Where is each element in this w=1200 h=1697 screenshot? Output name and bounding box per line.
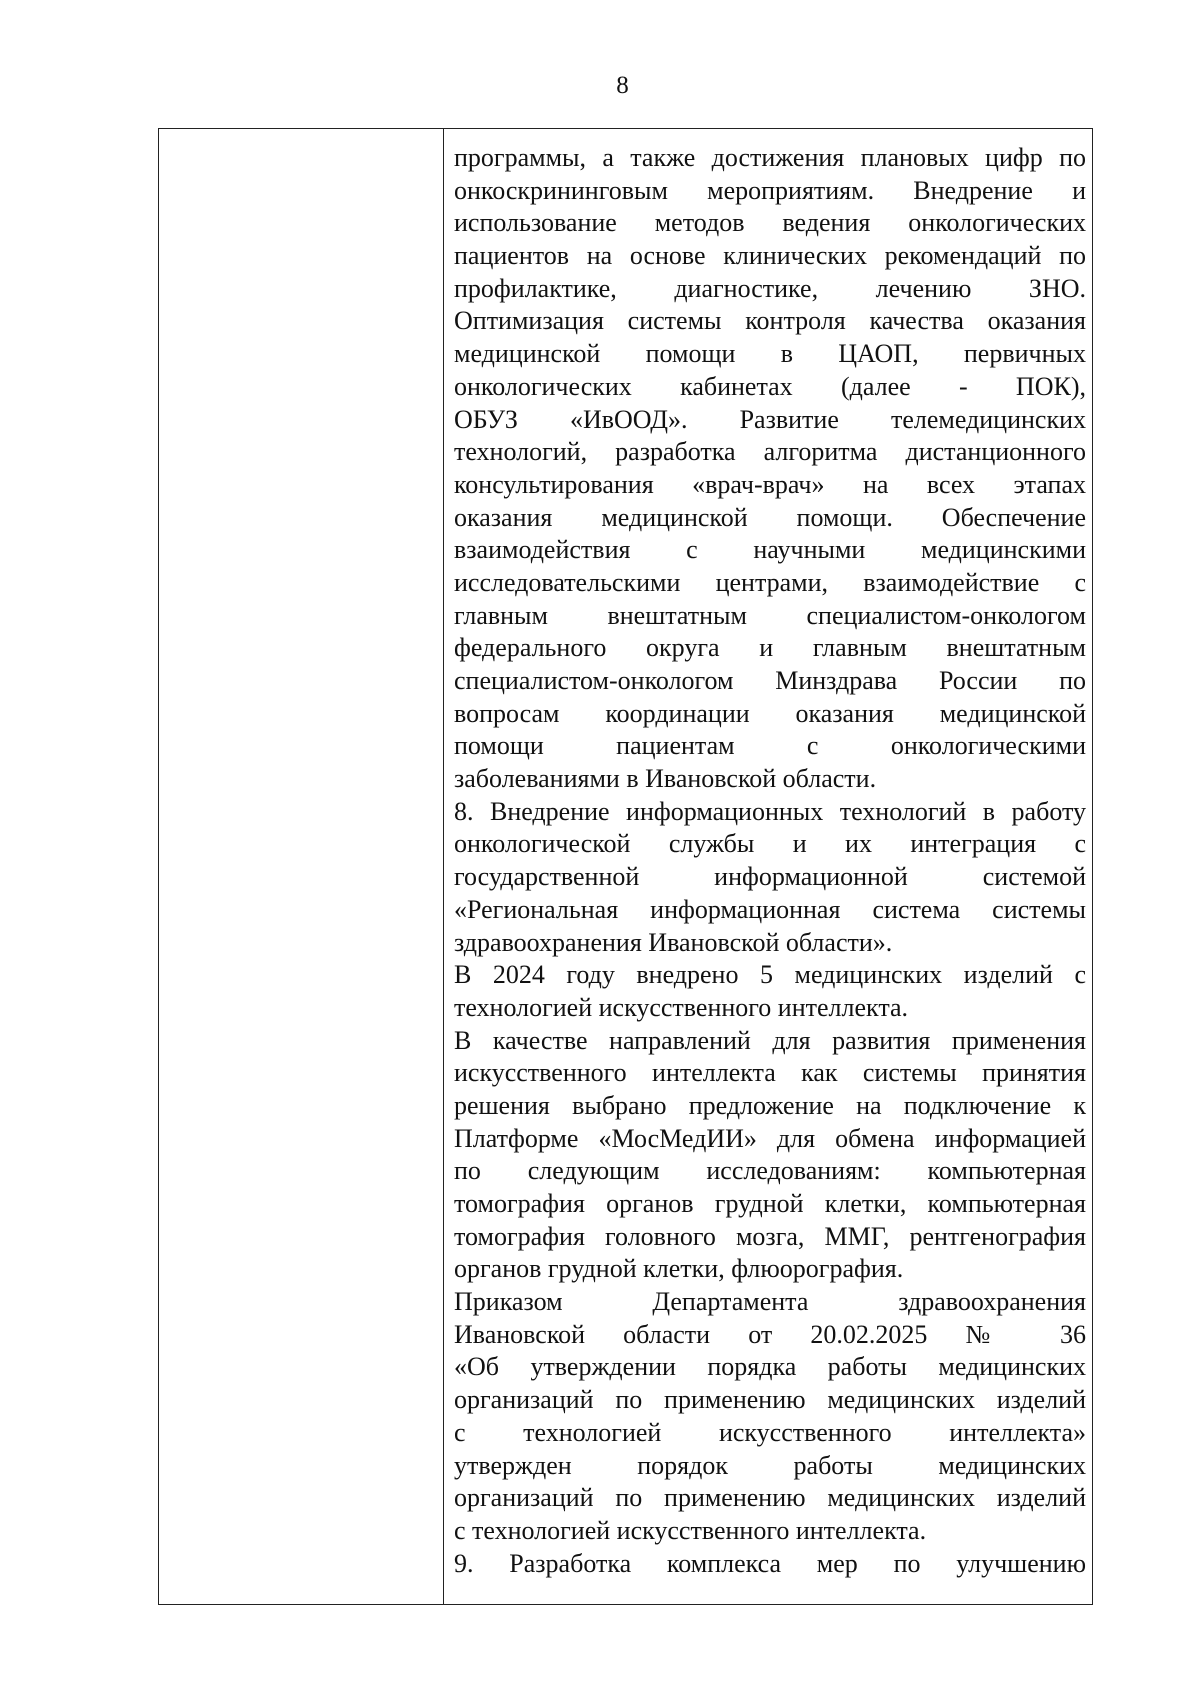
text-line: пациентов на основе клинических рекомендаций по [454,241,1086,271]
text-line: медицинской помощи в ЦАОП, первичных [454,339,1086,369]
text-line: федерального округа и главным внештатным [454,633,1086,663]
text-line: утвержден порядок работы медицинских [454,1450,1086,1480]
text-line: технологий, разработка алгоритма дистанционного [454,437,1086,467]
text-line: организаций по применению медицинских изделий [454,1483,1086,1513]
text-line: главным внештатным специалистом-онкологом [454,600,1086,630]
text-line: 9. Разработка комплекса мер по улучшению [454,1548,1086,1578]
text-line: консультирования «врач-врач» на всех этапах [454,469,1086,499]
text-line: помощи пациентам с онкологическими [454,731,1086,761]
text-line: Платформе «МосМедИИ» для обмена информацией [454,1123,1086,1153]
text-line: Оптимизация системы контроля качества оказания [454,306,1086,336]
text-line: «Об утверждении порядка работы медицинских [454,1352,1086,1382]
text-line: с технологией искусственного интеллекта» [454,1417,1086,1447]
text-line: вопросам координации оказания медицинской [454,698,1086,728]
text-line: онкологической службы и их интеграция с [454,829,1086,859]
text-line: Ивановской области от 20.02.2025 № 36 [454,1319,1086,1349]
text-line: профилактике, диагностике, лечению ЗНО. [454,273,1086,303]
text-line: здравоохранения Ивановской области». [454,927,893,957]
text-line: заболеваниями в Ивановской области. [454,764,877,794]
text-line: ОБУЗ «ИвООД». Развитие телемедицинских [454,404,1086,434]
page-number: 8 [616,72,629,99]
text-line: Приказом Департамента здравоохранения [454,1287,1086,1317]
text-line: исследовательскими центрами, взаимодействие с [454,567,1086,597]
text-line: организаций по применению медицинских изделий [454,1385,1086,1415]
text-line: органов грудной клетки, флюорография. [454,1254,904,1284]
text-line: онкоскрининговым мероприятиям. Внедрение и [454,175,1086,205]
text-line: специалистом-онкологом Минздрава России по [454,666,1086,695]
text-line: искусственного интеллекта как системы принятия [454,1058,1086,1088]
text-line: по следующим исследованиям: компьютерная [454,1156,1086,1186]
text-line: использование методов ведения онкологических [454,208,1086,238]
table-left-cell [159,129,444,1604]
text-line: решения выбрано предложение на подключение к [454,1090,1086,1120]
text-line: онкологических кабинетах (далее - ПОК), [454,371,1086,401]
text-line: взаимодействия с научными медицинскими [454,535,1086,565]
text-line: В 2024 году внедрено 5 медицинских изделий с [454,960,1086,990]
text-line: В качестве направлений для развития применения [454,1025,1086,1055]
text-line: томография головного мозга, ММГ, рентгенография [454,1221,1086,1251]
text-line: 8. Внедрение информационных технологий в работу [454,796,1086,826]
text-line: «Региональная информационная система системы [454,894,1086,924]
table-right-cell [454,142,1086,1580]
text-line: томография органов грудной клетки, компьютерная [454,1189,1086,1218]
text-line: государственной информационной системой [454,862,1086,892]
text-line: программы, а также достижения плановых цифр по [454,143,1086,172]
text-line: технологией искусственного интеллекта. [454,992,909,1022]
text-line: оказания медицинской помощи. Обеспечение [454,502,1086,532]
text-line: с технологией искусственного интеллекта. [454,1515,927,1545]
document-table [158,128,1093,1605]
